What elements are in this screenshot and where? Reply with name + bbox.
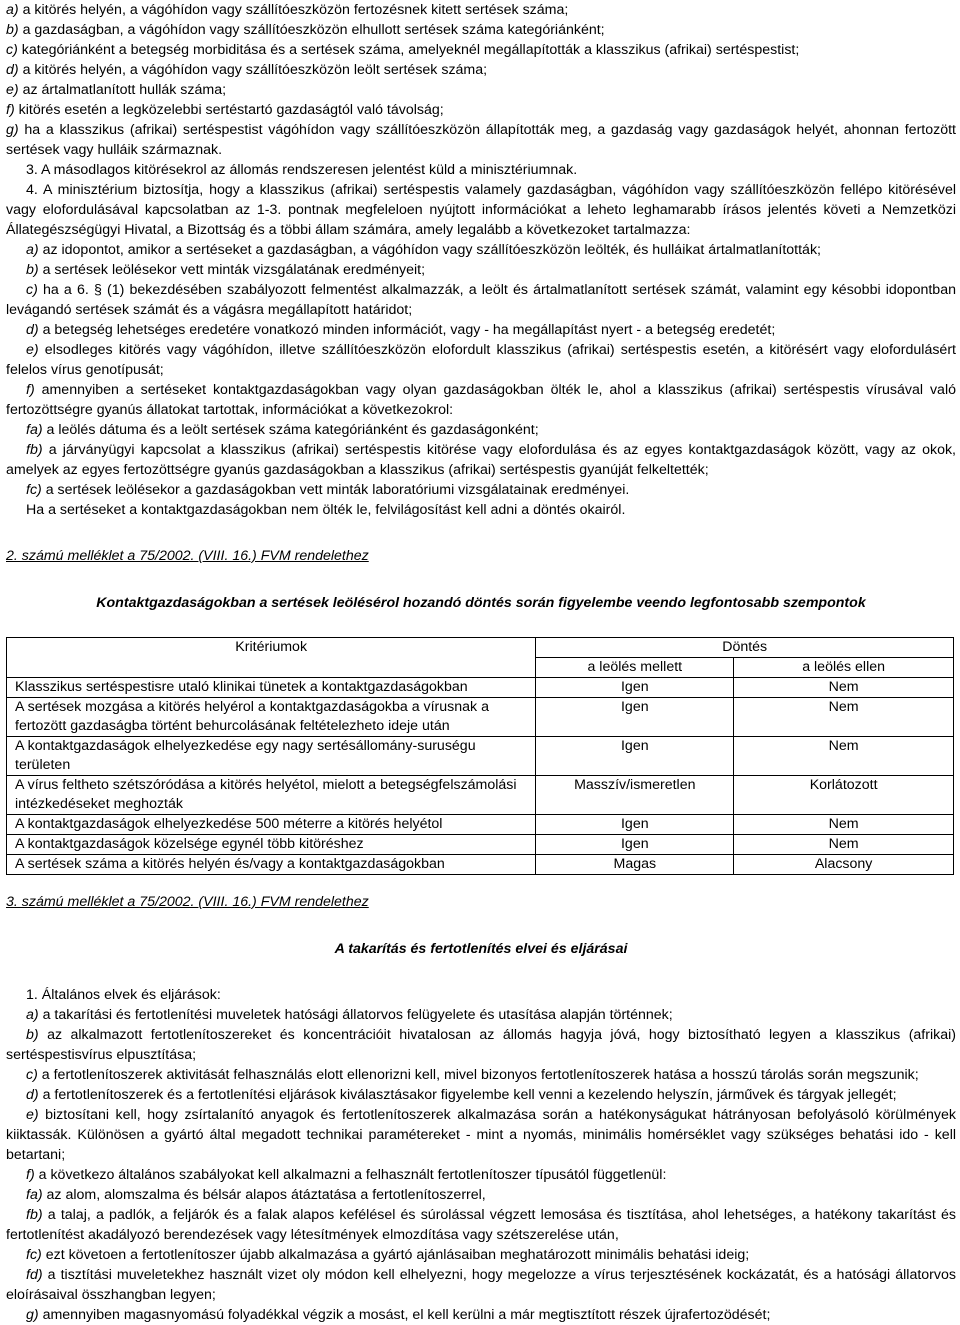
item-text: a betegség lehetséges eredetére vonatkozó minden információt, vagy - ha megállapítást nyert - a betegség eredetét;: [42, 322, 776, 338]
item-text: a fertotlenítoszerek aktivitását felhasználás elott ellenorizni kell, mivel bizonyos fertotlenítoszerek hatása a hosszú tárolás során megszunik;: [41, 1067, 919, 1083]
item-text: kitörés esetén a legközelebbi sertéstartó gazdaságtól való távolság;: [18, 102, 444, 118]
item-text: 3. A másodlagos kitörésekrol az állomás rendszeresen jelentést küld a minisztériumnak.: [26, 162, 578, 178]
criterion-cell: A sertések száma a kitörés helyén és/vagy a kontaktgazdaságokban: [7, 855, 536, 875]
decision-header: Döntés: [536, 638, 954, 658]
table-row: [7, 776, 954, 815]
item-text: elsodleges kitörés vagy vágóhídon, illetve szállítóeszközön elofordult klasszikus (afrikai) sertéspestis esetén, a kitörésért vagy elofordulásért felelos vírus genotípusát;: [6, 342, 956, 378]
item-text: 4. A minisztérium biztosítja, hogy a klasszikus (afrikai) sertéspestis valamely gazdaságban, vágóhídon vagy szállítóeszközön fellépo kitörésével vagy elofordulásával kapcsolatban az 1-3. pontnak megfeleloen nyújtott információkat a leheto leghamarabb írásos jelentés követi a Nemzetközi Állategészségügyi Hivatal, a Bizottság és a többi állam számára, amely legalább a következoket tartalmazza:: [6, 182, 956, 238]
item-text: a sertések leölésekor a gazdaságokban vett minták laboratóriumi vizsgálatainak eredményei.: [45, 482, 630, 498]
item-text: az alkalmazott fertotlenítoszereket és koncentrációit hivatalosan az állomás hagyja jóvá, hogy biztosítható legyen a klasszikus (afrikai) sertéspestisvírus elpusztítása;: [6, 1027, 956, 1063]
item-text: az alom, alomszalma és bélsár alapos átáztatása a fertotlenítoszerrel,: [46, 1187, 486, 1203]
paragraph: [6, 1245, 956, 1265]
item-text: a következo általános szabályokat kell alkalmazni a felhasznált fertotlenítoszer típusától függetlenül:: [38, 1167, 667, 1183]
item-label: b): [6, 22, 19, 38]
against-cell: Nem: [734, 835, 954, 855]
item-label: fa): [26, 1187, 43, 1203]
paragraph: [6, 160, 956, 180]
criterion-cell: A vírus feltheto szétszóródása a kitörés helyétol, mielott a betegségfelszámolási intézkedéseket meghozták: [7, 776, 536, 815]
table-row: [7, 678, 954, 698]
cleaning-items: [6, 985, 956, 1325]
paragraph: [6, 260, 956, 280]
item-text: biztosítani kell, hogy zsírtalanító anyagok és fertotlenítoszerek alkalmazása során a hatékonyságukat hátrányosan befolyásoló körülmények kiiktassák. Különösen a gyártó által megadott technikai paramétereket - mint a nyomás, minimális homérséklet vagy szükséges behatási ido - kell betartani;: [6, 1107, 956, 1163]
item-text: ha a klasszikus (afrikai) sertéspestist vágóhídon vagy szállítóeszközön állapították meg, a gazdaság vagy gazdaságok helyét, ahonnan fertozött sertések vagy hulláik származnak.: [6, 122, 956, 158]
item-text: a tisztítási muveletekhez használt vizet oly módon kell elhelyezni, hogy megelozze a vírus terjesztésének kockázatát, és a hatósági állatorvos eloírásaival összhangban legyen;: [6, 1267, 956, 1303]
annex-2-heading: Kontaktgazdaságokban a sertések leölésérol hozandó döntés során figyelembe veendo legfontosabb szempontok: [96, 595, 866, 611]
against-cell: Alacsony: [734, 855, 954, 875]
item-label: g): [26, 1307, 39, 1323]
item-label: c): [6, 42, 18, 58]
item-text: a sertések leölésekor vett minták vizsgálatának eredményeit;: [42, 262, 426, 278]
paragraph: [6, 1105, 956, 1165]
paragraph: [6, 1165, 956, 1185]
item-text: kategóriánként a betegség morbiditása és a sertések száma, amelyeknél megállapították a klasszikus (afrikai) sertéspestist;: [21, 42, 800, 58]
criterion-cell: A kontaktgazdaságok elhelyezkedése egy nagy sertésállomány-suruségu területen: [7, 737, 536, 776]
item-label: fb): [26, 442, 43, 458]
reporting-items: [6, 0, 956, 520]
item-label: e): [6, 82, 19, 98]
criterion-cell: A sertések mozgása a kitörés helyérol a kontaktgazdaságokba a vírusnak a fertozött gazdaságba történt behurcolásának feltételezheto ideje után: [7, 698, 536, 737]
item-label: d): [26, 1087, 39, 1103]
paragraph: [6, 1305, 956, 1325]
against-culling-header: a leölés ellen: [734, 658, 954, 678]
item-text: az ártalmatlanított hullák száma;: [22, 82, 227, 98]
paragraph: [6, 1265, 956, 1305]
item-text: Ha a sertéseket a kontaktgazdaságokban nem ölték le, felvilágosítást kell adni a döntés okairól.: [26, 502, 626, 518]
item-text: ezt követoen a fertotlenítoszer újabb alkalmazása a gyártó ajánlásaiban meghatározott minimális behatási ideig;: [45, 1247, 750, 1263]
against-cell: Korlátozott: [734, 776, 954, 815]
for-cell: Masszív/ismeretlen: [536, 776, 734, 815]
item-label: fb): [26, 1207, 43, 1223]
criterion-cell: A kontaktgazdaságok elhelyezkedése 500 méterre a kitörés helyétol: [7, 815, 536, 835]
annex-2-title: 2. számú melléklet a 75/2002. (VIII. 16.) FVM rendelethez: [6, 548, 369, 564]
item-text: a fertotlenítoszerek és a fertotlenítési eljárások kiválasztásakor figyelembe kell venni a kezelendo helyszín, járművek és tárgyak jellegét;: [42, 1087, 897, 1103]
item-label: c): [26, 1067, 38, 1083]
table-row: [7, 737, 954, 776]
item-text: 1. Általános elvek és eljárások:: [26, 987, 221, 1003]
item-label: fd): [26, 1267, 43, 1283]
annex-3-heading: A takarítás és fertotlenítés elvei és eljárásai: [334, 941, 628, 957]
paragraph: [6, 1005, 956, 1025]
criteria-table: [6, 637, 954, 875]
for-cell: Magas: [536, 855, 734, 875]
paragraph: [6, 340, 956, 380]
paragraph: [6, 100, 956, 120]
paragraph: [6, 60, 956, 80]
item-label: g): [6, 122, 19, 138]
criterion-cell: Klasszikus sertéspestisre utaló klinikai tünetek a kontaktgazdaságokban: [7, 678, 536, 698]
paragraph: [6, 1205, 956, 1245]
paragraph: [6, 480, 956, 500]
table-row: [7, 835, 954, 855]
item-label: a): [26, 242, 39, 258]
criteria-rows: [7, 678, 954, 875]
item-label: f): [26, 1167, 35, 1183]
item-text: a leölés dátuma és a leölt sertések száma kategóriánként és gazdaságonként;: [46, 422, 539, 438]
item-label: d): [26, 322, 39, 338]
table-row: [7, 698, 954, 737]
paragraph: [6, 40, 956, 60]
item-label: b): [26, 1027, 39, 1043]
item-label: e): [26, 342, 39, 358]
paragraph: [6, 500, 956, 520]
paragraph: [6, 180, 956, 240]
for-cell: Igen: [536, 835, 734, 855]
item-label: b): [26, 262, 39, 278]
item-text: a talaj, a padlók, a feljárók és a falak alapos kefélésel és súrolással végzett lemosása és tisztítása, ahol lehetséges, a hatékony takarítást és fertotlenítést akadályozó berendezések vagy létesítmények elmozdítása vagy szétszerelése után,: [6, 1207, 956, 1243]
item-label: c): [26, 282, 38, 298]
table-row: [7, 815, 954, 835]
table-row: [7, 855, 954, 875]
against-cell: Nem: [734, 815, 954, 835]
paragraph: [6, 985, 956, 1005]
for-culling-header: a leölés mellett: [536, 658, 734, 678]
for-cell: Igen: [536, 698, 734, 737]
item-label: a): [26, 1007, 39, 1023]
item-label: fc): [26, 482, 42, 498]
paragraph: [6, 440, 956, 480]
against-cell: Nem: [734, 678, 954, 698]
paragraph: [6, 380, 956, 420]
item-text: a járványügyi kapcsolat a klasszikus (afrikai) sertéspestis kitörése vagy elofordulása és az egyes kontaktgazdaságok között, vagy az okok, amelyek az egyes fertozöttségre gyanús gazdaságokban a klasszikus (afrikai) sertéspestis gyanúját felkeltették;: [6, 442, 956, 478]
item-text: amennyiben a sertéseket kontaktgazdaságokban vagy olyan gazdaságokban ölték le, ahol a klasszikus (afrikai) sertéspestis vírusával való fertozöttségre gyanús állatokat tartottak, információkat a következokrol:: [6, 382, 956, 418]
paragraph: [6, 1185, 956, 1205]
paragraph: [6, 0, 956, 20]
paragraph: [6, 1025, 956, 1065]
item-label: f): [26, 382, 35, 398]
item-text: a kitörés helyén, a vágóhídon vagy szállítóeszközön fertozésnek kitett sertések száma;: [22, 2, 569, 18]
for-cell: Igen: [536, 678, 734, 698]
item-text: az idopontot, amikor a sertéseket a gazdaságban, a vágóhídon vagy szállítóeszközön leölték, és hulláikat ártalmatlanították;: [42, 242, 821, 258]
item-label: a): [6, 2, 19, 18]
paragraph: [6, 280, 956, 320]
paragraph: [6, 1085, 956, 1105]
paragraph: [6, 320, 956, 340]
paragraph: [6, 120, 956, 160]
paragraph: [6, 420, 956, 440]
item-text: a kitörés helyén, a vágóhídon vagy szállítóeszközön leölt sertések száma;: [22, 62, 488, 78]
item-text: ha a 6. § (1) bekezdésében szabályozott felmentést alkalmazzák, a leölt és ártalmatlanított sertések számát, valamint egy késobbi idopontban levágandó sertések számát és a vágásra megállapított határidot;: [6, 282, 956, 318]
for-cell: Igen: [536, 737, 734, 776]
item-label: fc): [26, 1247, 42, 1263]
item-text: a takarítási és fertotlenítési muveletek hatósági állatorvos felügyelete és utasítása alapján történnek;: [42, 1007, 673, 1023]
for-cell: Igen: [536, 815, 734, 835]
item-label: d): [6, 62, 19, 78]
against-cell: Nem: [734, 737, 954, 776]
paragraph: [6, 20, 956, 40]
item-text: amennyiben magasnyomású folyadékkal végzik a mosást, el kell kerülni a már megtisztított részek újrafertozödését;: [42, 1307, 771, 1323]
criteria-header: Kritériumok: [7, 638, 536, 678]
item-label: f): [6, 102, 15, 118]
item-text: a gazdaságban, a vágóhídon vagy szállítóeszközön elhullott sertések száma kategóriánként;: [22, 22, 605, 38]
annex-3-title: 3. számú melléklet a 75/2002. (VIII. 16.) FVM rendelethez: [6, 894, 369, 910]
paragraph: [6, 1065, 956, 1085]
item-label: e): [26, 1107, 39, 1123]
paragraph: [6, 240, 956, 260]
against-cell: Nem: [734, 698, 954, 737]
paragraph: [6, 80, 956, 100]
item-label: fa): [26, 422, 43, 438]
criterion-cell: A kontaktgazdaságok közelsége egynél több kitöréshez: [7, 835, 536, 855]
